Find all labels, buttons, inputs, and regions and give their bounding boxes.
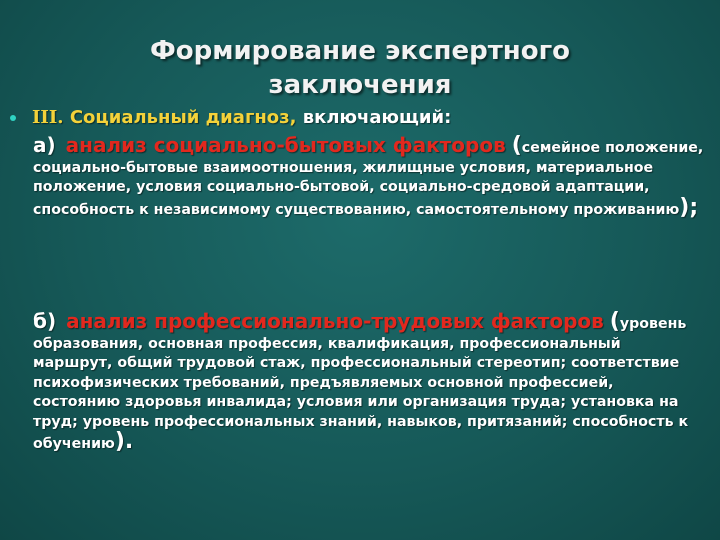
diagnosis-label: Социальный диагноз, [69,107,297,128]
item-a-close: ); [679,194,699,220]
bullet-dot-icon [10,115,16,121]
item-professional-factors [33,309,705,455]
slide-title-line-1: Формирование экспертного [149,36,571,66]
item-a-heading: анализ социально-бытовых факторов [65,133,506,157]
item-a-detail: семейное положение, социально-бытовые взаимоотношения, жилищные условия, материальное положение, условия социально-бытовой, социально-средовой адаптации, способность к независимому существованию, самостоятельному проживанию [33,140,704,218]
item-a-open-paren: ( [511,133,522,158]
item-a-marker: а) [33,133,56,157]
item-b-heading: анализ профессионально-трудовых факторов [66,309,604,333]
item-b-open-paren: ( [609,309,620,334]
roman-numeral: III. [32,107,64,128]
item-b-marker: б) [33,309,57,333]
slide-title [110,34,610,102]
item-b-close: ). [114,429,134,454]
item-b-detail: уровень образования, основная профессия, квалификация, профессиональный маршрут, общий трудовой стаж, профессиональный стереотип; соответствие психофизических требований, предъявляемых основной профессией, состоянию здоровья инвалида; условия или организация труда; установка на труд; уровень профессиональных знаний, навыков, притязаний; способность к обучению [33,316,689,452]
including-label: включающий: [302,107,452,128]
item-social-factors [33,133,705,220]
section-heading [32,106,451,130]
slide-title-line-2: заключения [268,70,452,100]
